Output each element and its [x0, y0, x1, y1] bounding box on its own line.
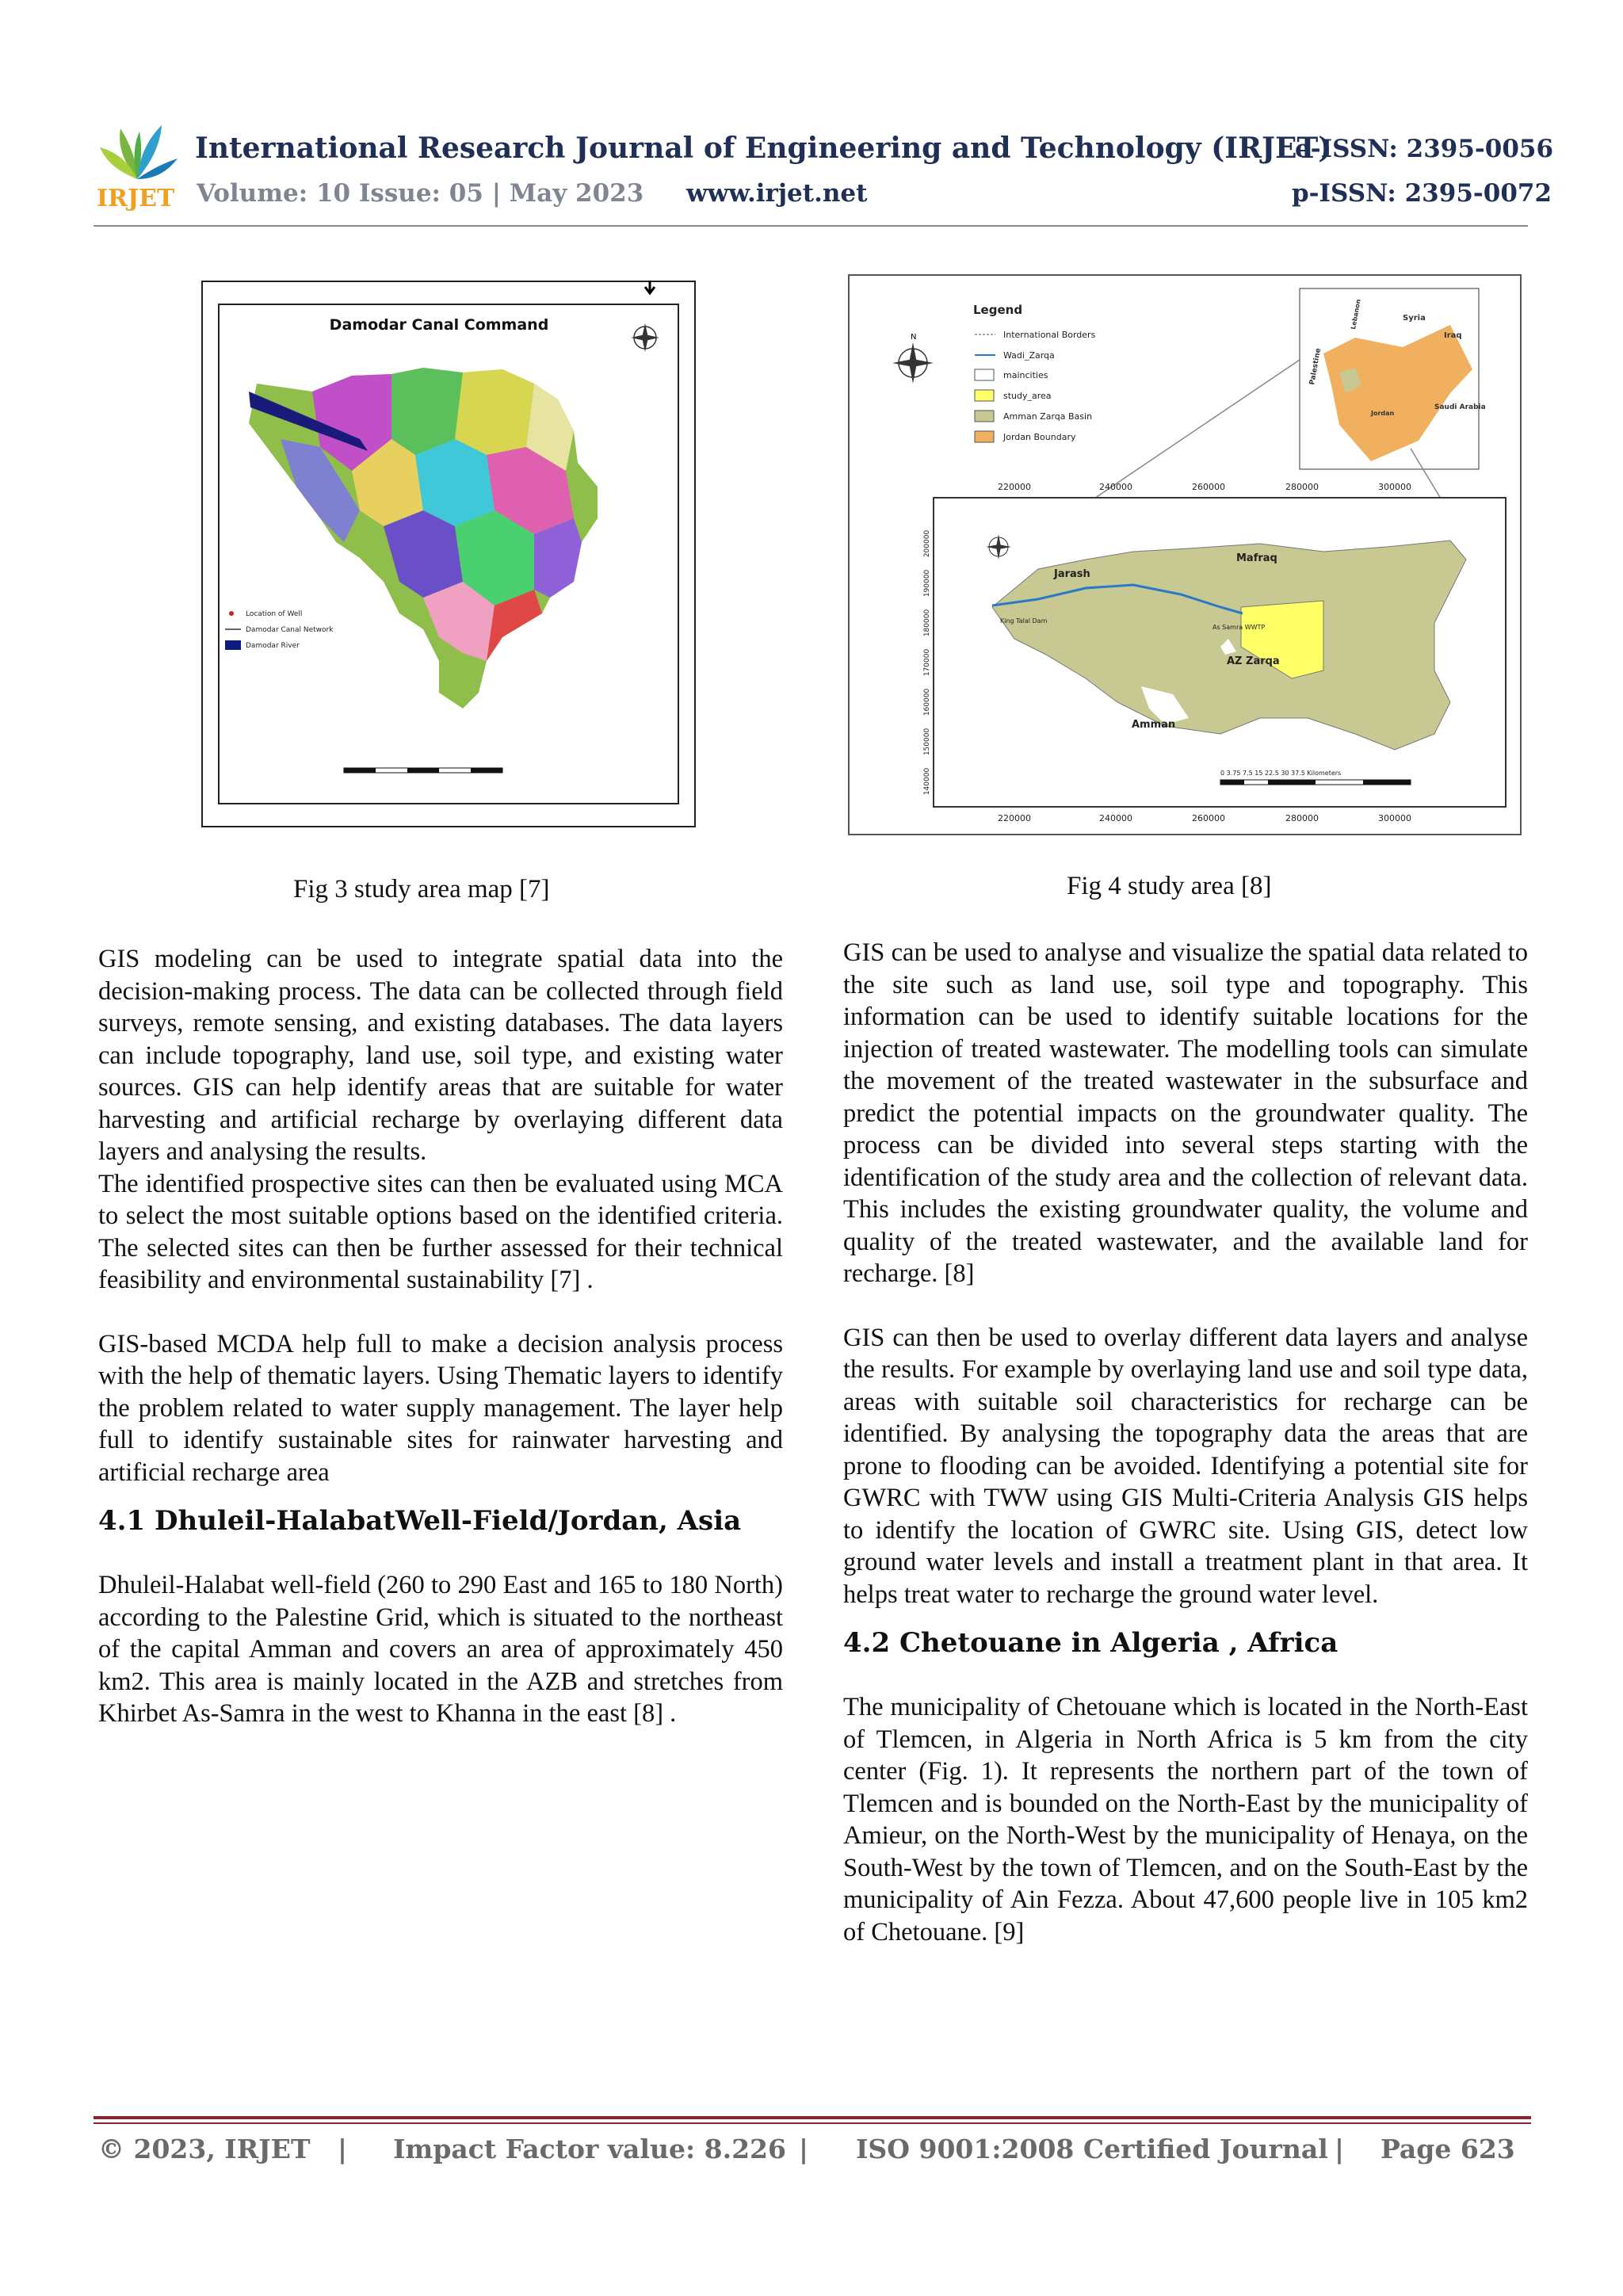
svg-text:Saudi Arabia: Saudi Arabia: [1434, 403, 1486, 411]
svg-text:170000: 170000: [923, 648, 931, 677]
left-column: [98, 943, 783, 1730]
svg-text:Jordan Boundary: Jordan Boundary: [1003, 432, 1076, 442]
svg-text:As Samra WWTP: As Samra WWTP: [1212, 624, 1266, 631]
svg-text:Iraq: Iraq: [1444, 331, 1462, 340]
svg-text:260000: 260000: [1192, 482, 1225, 492]
journal-logo: [94, 117, 181, 211]
fig4-main-map: [923, 482, 1506, 823]
svg-text:Amman: Amman: [1132, 719, 1176, 731]
svg-text:180000: 180000: [923, 609, 931, 637]
svg-text:maincities: maincities: [1003, 370, 1048, 380]
footer-divider: [94, 2116, 1531, 2119]
fig3-map-title: Damodar Canal Command: [329, 316, 549, 334]
svg-text:International Borders: International Borders: [1003, 330, 1096, 340]
fig4-inset-map: [1300, 288, 1486, 469]
svg-text:Lebanon: Lebanon: [1350, 298, 1362, 330]
svg-text:N: N: [911, 333, 917, 342]
svg-text:280000: 280000: [1285, 813, 1319, 823]
svg-text:Legend: Legend: [973, 303, 1023, 317]
svg-text:220000: 220000: [998, 482, 1031, 492]
svg-text:IRJET: IRJET: [97, 185, 175, 211]
fig4-caption: Fig 4 study area [8]: [1067, 872, 1272, 900]
paragraph: The identified prospective sites can then be evaluated using MCA to select the most suitable options based on the identified criteria. The selected sites can then be further assessed for their technical feasibility and environmental sustainability [7] .: [98, 1169, 783, 1294]
svg-text:study_area: study_area: [1003, 391, 1052, 401]
paragraph: GIS-based MCDA help full to make a decision analysis process with the help of thematic layers. Using Thematic layers to identify the problem related to water supply management. The layer help full to identify sustainable sites for rainwater harvesting and artificial recharge area: [98, 1329, 783, 1487]
paragraph: The municipality of Chetouane which is located in the North-East of Tlemcen, in Algeria in North Africa is 5 km from the city center (Fig. 1). It represents the northern part of the town of Tlemcen and is bounded on the North-East by the municipality of Amieur, on the North-West by the municipality of Henaya, on the South-West by the town of Tlemcen, and on the South-East by the municipality of Ain Fezza. About 47,600 people live in 105 km2 of Chetouane. [9]: [843, 1693, 1528, 1946]
svg-text:240000: 240000: [1099, 813, 1132, 823]
paragraph: GIS can be used to analyse and visualize the spatial data related to the site such as land use, soil type and topography. This information can be used to identify suitable locations for the injection of treated wastewater. The modelling tools can simulate the movement of the treated wastewater in the subsurface and predict the potential impacts on the groundwater quality. The process can be divided into several steps starting with the identification of the study area and the collection of relevant data. This includes the existing groundwater quality, the volume and quality of the treated wastewater, and the available land for recharge. [8]: [843, 938, 1528, 1288]
logo-leaves-icon: [100, 125, 178, 179]
svg-text:150000: 150000: [923, 728, 931, 756]
right-column: [843, 937, 1528, 1948]
footer-divider: [94, 2122, 1531, 2124]
svg-text:260000: 260000: [1192, 813, 1225, 823]
svg-text:Amman Zarqa Basin: Amman Zarqa Basin: [1003, 411, 1093, 422]
svg-text:300000: 300000: [1378, 813, 1411, 823]
svg-text:140000: 140000: [923, 767, 931, 796]
svg-text:Jordan: Jordan: [1371, 410, 1395, 417]
footer-copyright: © 2023, IRJET: [98, 2134, 311, 2164]
svg-text:0 3.75 7.5 15 22.5 30 37.5 Kil: 0 3.75 7.5 15 22.5 30 37.5 Kilometers: [1220, 770, 1342, 777]
svg-text:Location of Well: Location of Well: [246, 610, 303, 618]
journal-website-link[interactable]: www.irjet.net: [686, 179, 868, 208]
eissn: e-ISSN: 2395-0056: [1295, 135, 1554, 163]
journal-title: International Research Journal of Engineering and Technology (IRJET): [195, 132, 1332, 165]
svg-text:Jarash: Jarash: [1054, 568, 1090, 580]
svg-text:240000: 240000: [1099, 482, 1132, 492]
fig3-scale-bar: [344, 768, 502, 773]
svg-text:Damodar River: Damodar River: [246, 642, 300, 650]
header-divider: [94, 225, 1528, 227]
svg-text:Wadi_Zarqa: Wadi_Zarqa: [1003, 350, 1055, 361]
footer-iso-certification: ISO 9001:2008 Certified Journal: [856, 2134, 1328, 2164]
svg-text:Palestine: Palestine: [1308, 347, 1323, 386]
footer-impact-factor: Impact Factor value: 8.226: [393, 2134, 786, 2164]
footer-page-number: Page 623: [1381, 2134, 1515, 2164]
volume-issue: Volume: 10 Issue: 05 | May 2023: [197, 179, 644, 208]
footer-separator: |: [1335, 2134, 1345, 2164]
fig4-study-area-map: [848, 274, 1522, 835]
svg-text:King Talal Dam: King Talal Dam: [1000, 617, 1048, 625]
svg-text:200000: 200000: [923, 529, 931, 558]
fig3-caption: Fig 3 study area map [7]: [293, 875, 550, 904]
fig3-study-area-map: [201, 281, 696, 827]
svg-text:Mafraq: Mafraq: [1236, 552, 1277, 564]
footer-separator: |: [338, 2134, 348, 2164]
footer-separator: |: [799, 2134, 809, 2164]
paragraph: GIS can then be used to overlay different data layers and analyse the results. For example by overlaying land use and soil type data, areas with suitable soil characteristics for recharge can be identified. By analysing the topography data the areas that are prone to flooding can be avoided. Identifying a potential site for GWRC with TWW using GIS Multi-Criteria Analysis GIS helps to identify the location of GWRC site. Using GIS, detect low ground water levels and install a treatment plant in that area. It helps treat water to recharge the ground water level.: [843, 1323, 1528, 1609]
svg-text:300000: 300000: [1378, 482, 1411, 492]
svg-text:190000: 190000: [923, 569, 931, 598]
paragraph: GIS modeling can be used to integrate spatial data into the decision-making process. The data can be collected through field surveys, remote sensing, and existing databases. The data layers can include topography, land use, soil type, and existing water sources. GIS can help identify areas that are suitable for water harvesting and artificial recharge by overlaying different data layers and analysing the results.: [98, 945, 783, 1166]
svg-text:AZ Zarqa: AZ Zarqa: [1227, 655, 1280, 667]
pissn: p-ISSN: 2395-0072: [1292, 179, 1552, 208]
svg-text:220000: 220000: [998, 813, 1031, 823]
section-heading-4-2: 4.2 Chetouane in Algeria , Africa: [843, 1627, 1338, 1659]
svg-text:Damodar Canal Network: Damodar Canal Network: [246, 626, 334, 634]
svg-text:280000: 280000: [1285, 482, 1319, 492]
svg-text:160000: 160000: [923, 688, 931, 716]
paragraph: Dhuleil-Halabat well-field (260 to 290 East and 165 to 180 North) according to the Palestine Grid, which is situated to the northeast of the capital Amman and covers an area of approximately 450 km2. This area is mainly located in the AZB and stretches from Khirbet As-Samra in the west to Khanna in the east [8] .: [98, 1571, 783, 1728]
section-heading-4-1: 4.1 Dhuleil-HalabatWell-Field/Jordan, Asia: [98, 1505, 742, 1537]
svg-text:Syria: Syria: [1403, 314, 1426, 323]
